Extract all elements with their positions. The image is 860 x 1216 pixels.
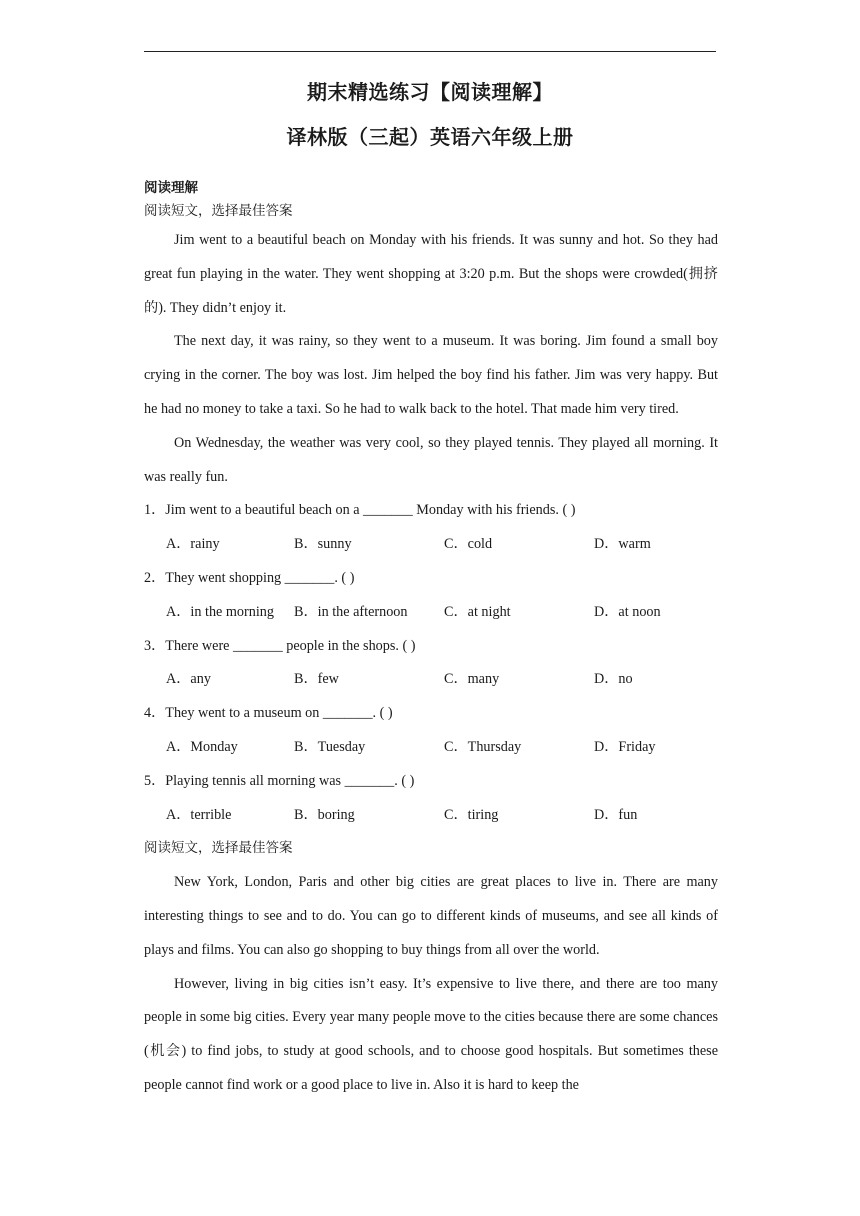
question-options — [144, 528, 718, 562]
passage1-instruction: 阅读短文，选择最佳答案 — [144, 203, 293, 219]
option-a: A．any — [166, 671, 211, 688]
option-c: C．many — [444, 671, 500, 688]
question-4 — [144, 697, 718, 765]
page-title: 期末精选练习【阅读理解】 — [307, 80, 553, 104]
option-b: B．boring — [294, 806, 355, 823]
passage2-paragraph: However, living in big cities isn’t easy. It’s expensive to live there, and there are too many people in some big cities. Every year many people move to the cities because there are some chances (机会) to find jobs, to study at good schools, and to choose good hospitals. But sometimes these people cannot find work or a good place to live in. Also it is hard to keep the — [144, 975, 718, 1093]
question-options — [144, 731, 718, 765]
option-b: B．Tuesday — [294, 738, 366, 755]
header-rule — [144, 51, 716, 52]
option-d: D．warm — [594, 536, 651, 553]
option-c: C．Thursday — [444, 738, 522, 755]
section-heading: 阅读理解 — [144, 180, 198, 196]
question-stem: 2．They went shopping _______. ( ) — [144, 569, 355, 586]
question-5 — [144, 765, 718, 833]
question-1 — [144, 494, 718, 562]
option-c: C．cold — [444, 536, 493, 553]
option-a: A．in the morning — [166, 603, 274, 620]
option-b: B．in the afternoon — [294, 603, 408, 620]
option-b: B．few — [294, 671, 339, 688]
question-stem: 1．Jim went to a beautiful beach on a _______ Monday with his friends. ( ) — [144, 502, 576, 519]
passage1-paragraph: Jim went to a beautiful beach on Monday with his friends. It was sunny and hot. So they had great fun playing in the water. They went shopping at 3:20 p.m. But the shops were crowded(拥挤的). They didn’t enjoy it. — [144, 232, 718, 316]
option-b: B．sunny — [294, 536, 352, 553]
passage1-paragraph: On Wednesday, the weather was very cool, so they played tennis. They played all morning. It was really fun. — [144, 434, 718, 485]
question-stem: 3．There were _______ people in the shops. ( ) — [144, 637, 416, 654]
option-c: C．at night — [444, 603, 511, 620]
option-d: D．fun — [594, 806, 638, 823]
passage2-instruction: 阅读短文，选择最佳答案 — [144, 840, 293, 857]
question-options — [144, 596, 718, 630]
option-c: C．tiring — [444, 806, 499, 823]
option-a: A．Monday — [166, 738, 238, 755]
question-options — [144, 663, 718, 697]
option-a: A．rainy — [166, 536, 220, 553]
option-d: D．no — [594, 671, 633, 688]
question-stem: 4．They went to a museum on _______. ( ) — [144, 705, 393, 722]
passage2-paragraph: New York, London, Paris and other big cities are great places to live in. There are many interesting things to see and to do. You can go to different kinds of museums, and see all kinds of plays and films. You can also go shopping to buy things from all over the world. — [144, 874, 718, 958]
passage1-paragraph: The next day, it was rainy, so they went to a museum. It was boring. Jim found a small boy crying in the corner. The boy was lost. Jim helped the boy find his father. Jim was very happy. But he had no money to take a taxi. So he had to walk back to the hotel. That made him very tired. — [144, 333, 718, 417]
option-a: A．terrible — [166, 806, 232, 823]
question-2 — [144, 562, 718, 630]
option-d: D．at noon — [594, 603, 661, 620]
option-d: D．Friday — [594, 738, 656, 755]
question-3 — [144, 630, 718, 698]
page-subtitle: 译林版（三起）英语六年级上册 — [286, 125, 574, 149]
question-options — [144, 799, 718, 833]
question-stem: 5．Playing tennis all morning was _______. ( ) — [144, 772, 415, 789]
document-body — [144, 178, 718, 1103]
